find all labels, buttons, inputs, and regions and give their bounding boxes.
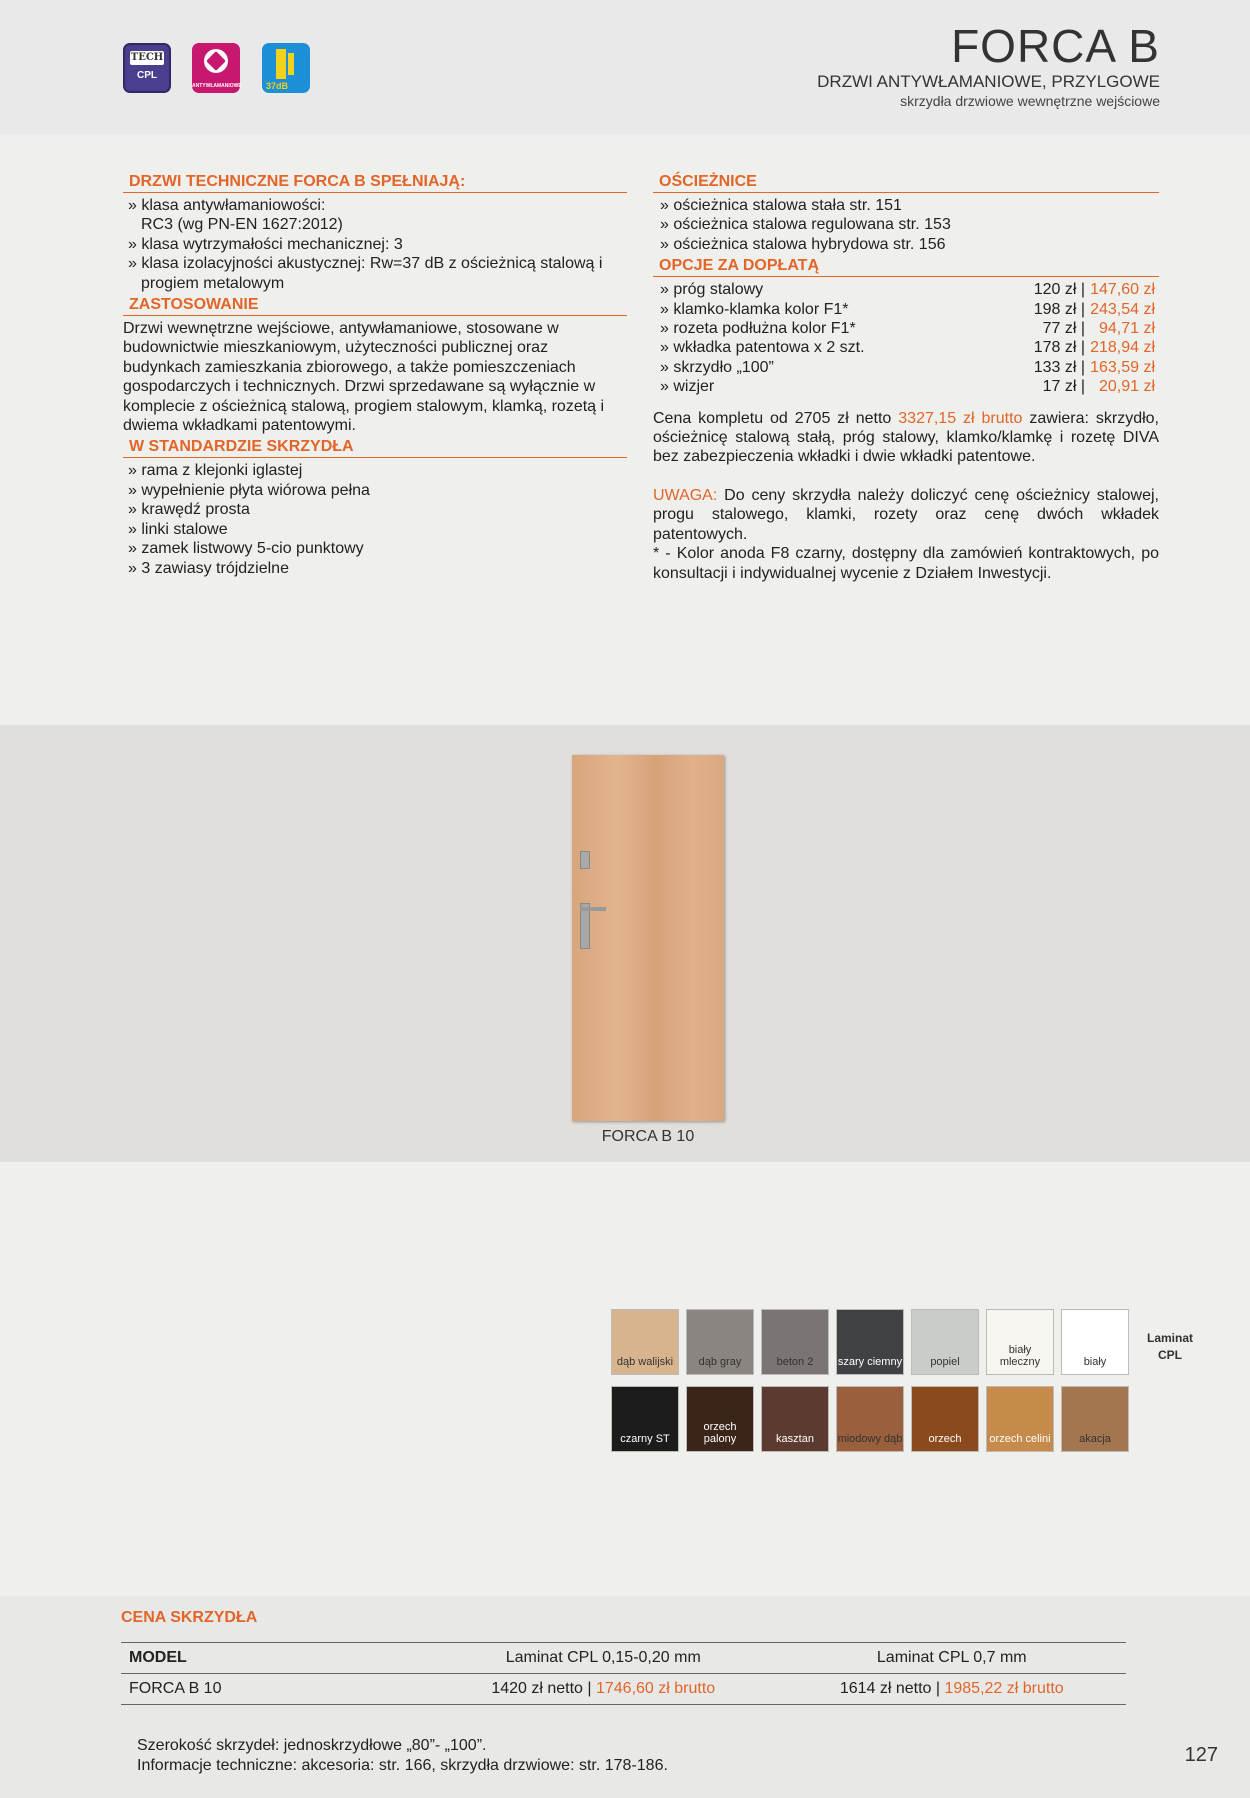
use-text: Drzwi wewnętrzne wejściowe, antywłamaniowe, stosowane w budownictwie mieszkaniowym, użyteczności publicznej oraz budynkach zamieszkania zbiorowego, a także pomieszczeniach gospodarczych i technicznych. Drzwi sprzedawane są wyłącznie w komplecie z ościeżnicą stalową, progiem stalowym, klamką, rozetą i dwiema wkładkami patentowymi. (123, 320, 605, 435)
note: UWAGA: Do ceny skrzydła należy doliczyć cenę ościeżnicy stalowej, progu stalowego, klamki, rozety oraz cenę dwóch wkładek patentowych. (653, 486, 1159, 543)
option-gross: 94,71 zł (1098, 320, 1155, 338)
swatch (761, 1386, 829, 1452)
swatch-label: czarny ST (620, 1433, 670, 1445)
list-item: » wypełnienie płyta wiórowa pełna (123, 481, 627, 500)
table-header-row (121, 1643, 1126, 1674)
header-col2: Laminat CPL 0,7 mm (778, 1643, 1127, 1674)
option-name: » klamko-klamka kolor F1* (653, 300, 995, 319)
swatch (611, 1386, 679, 1452)
option-row (653, 280, 1159, 299)
tech-label: TECH (130, 52, 164, 63)
list-item: » rama z klejonki iglastej (123, 461, 627, 480)
swatch (611, 1309, 679, 1375)
option-row (653, 358, 1159, 377)
option-gross: 243,54 zł (1090, 300, 1155, 318)
option-name: » wkładka patentowa x 2 szt. (653, 338, 995, 357)
price-cell-1: 1420 zł netto | 1746,60 zł brutto (429, 1674, 778, 1705)
table-row (121, 1674, 1126, 1705)
swatch (986, 1386, 1054, 1452)
page-subtitle: DRZWI ANTYWŁAMANIOWE, PRZYLGOWE (817, 72, 1160, 91)
list-item: » ościeżnica stalowa hybrydowa str. 156 (653, 235, 1159, 254)
swatch (911, 1386, 979, 1452)
burglar-icon (204, 49, 228, 73)
option-name: » wizjer (653, 377, 995, 396)
note-label: UWAGA: (653, 486, 718, 504)
option-net: 120 zł | (1033, 281, 1085, 299)
option-net: 133 zł | (1033, 358, 1085, 376)
page-number: 127 (1184, 1744, 1218, 1766)
swatch-label: szary ciemny (837, 1356, 903, 1368)
list-item: » 3 zawiasy trójdzielne (123, 559, 627, 578)
standard-list (123, 461, 627, 577)
list-item: » ościeżnica stalowa stała str. 151 (653, 196, 1159, 215)
footer-notes (137, 1736, 668, 1775)
spec-item: » klasa izolacyjności akustycznej: Rw=37 dB z ościeżnicą stalową i progiem metalowym (123, 254, 627, 293)
swatch (686, 1309, 754, 1375)
spec-heading: DRZWI TECHNICZNE FORCA B SPEŁNIAJĄ: (123, 172, 627, 193)
list-item: » krawędź prosta (123, 500, 627, 519)
acoustic-label: 37dB (266, 81, 289, 91)
option-gross: 163,59 zł (1090, 358, 1155, 376)
swatch-label: orzech celini (989, 1433, 1051, 1445)
list-item: » zamek listwowy 5-cio punktowy (123, 539, 627, 558)
swatch-label: dąb walijski (616, 1356, 674, 1368)
swatch-label: kasztan (776, 1433, 814, 1445)
option-name: » próg stalowy (653, 280, 995, 299)
left-column (123, 172, 627, 578)
footer-line-2: Informacje techniczne: akcesoria: str. 166, skrzydła drzwiowe: str. 178-186. (137, 1756, 668, 1774)
list-item: » ościeżnica stalowa regulowana str. 153 (653, 215, 1159, 234)
swatch (836, 1309, 904, 1375)
footer-line-1: Szerokość skrzydeł: jednoskrzydłowe „80”- „100”. (137, 1737, 487, 1754)
swatch (761, 1309, 829, 1375)
swatch-label: dąb gray (698, 1356, 742, 1368)
spec-item: » klasa wytrzymałości mechanicznej: 3 (123, 235, 627, 254)
swatch-label: biały mleczny (999, 1344, 1041, 1368)
option-net: 178 zł | (1033, 339, 1085, 357)
page-title: FORCA B (951, 20, 1160, 72)
page-subtitle-2: skrzydła drzwiowe wewnętrzne wejściowe (900, 93, 1160, 109)
option-net: 77 zł | (1042, 320, 1085, 338)
spec-item: » klasa antywłamaniowości: RC3 (wg PN-EN 1627:2012) (123, 196, 627, 235)
option-net: 198 zł | (1033, 300, 1085, 318)
option-name: » skrzydło „100” (653, 358, 995, 377)
door-image (572, 755, 724, 1121)
frames-list (653, 196, 1159, 254)
option-gross: 147,60 zł (1090, 281, 1155, 299)
price-title: CENA SKRZYDŁA (121, 1609, 258, 1626)
handle-icon (580, 907, 606, 911)
header-model: MODEL (121, 1643, 429, 1674)
option-name: » rozeta podłużna kolor F1* (653, 319, 995, 338)
list-item: » linki stalowe (123, 520, 627, 539)
swatch (1061, 1386, 1129, 1452)
price-table (121, 1642, 1126, 1705)
option-net: 17 zł | (1042, 378, 1085, 396)
set-price-text: Cena kompletu od 2705 zł netto 3327,15 zł brutto zawiera: skrzydło, ościeżnicę stalową stałą, próg stalowy, klamko/klamkę i rozetę DIVA bez zabezpieczenia wkładki i dwie wkładki patentowe. (653, 409, 1159, 466)
option-gross: 218,94 zł (1090, 339, 1155, 357)
cpl-label: CPL (137, 70, 157, 81)
swatch (911, 1309, 979, 1375)
swatch (686, 1386, 754, 1452)
model-cell: FORCA B 10 (121, 1674, 429, 1705)
lock-icon (580, 851, 590, 869)
antiburglary-label: ANTYWŁAMANIOWE (192, 83, 242, 89)
use-heading: ZASTOSOWANIE (123, 295, 627, 316)
note-2: * - Kolor anoda F8 czarny, dostępny dla zamówień kontraktowych, po konsultacji i indywidualnej wycenie z Działem Inwestycji. (653, 545, 1159, 582)
price-cell-2: 1614 zł netto | 1985,22 zł brutto (778, 1674, 1127, 1705)
right-column (653, 172, 1159, 583)
swatch-label: biały (1083, 1356, 1107, 1368)
frames-heading: OŚCIEŻNICE (653, 172, 1159, 193)
swatch-label: akacja (1079, 1433, 1111, 1445)
swatch-label: popiel (930, 1356, 960, 1368)
options-heading: OPCJE ZA DOPŁATĄ (653, 256, 1159, 277)
options-list (653, 280, 1159, 396)
swatch-label: miodowy dąb (837, 1433, 903, 1445)
door-caption: FORCA B 10 (601, 1128, 695, 1145)
swatch (1061, 1309, 1129, 1375)
swatch-label: beton 2 (776, 1356, 814, 1368)
tech-cpl-badge (123, 43, 171, 93)
option-row (653, 338, 1159, 357)
page-title-block (817, 20, 1160, 110)
laminat-label: Laminat CPL (1146, 1331, 1193, 1362)
option-row (653, 377, 1159, 396)
header-col1: Laminat CPL 0,15-0,20 mm (429, 1643, 778, 1674)
option-gross: 20,91 zł (1098, 378, 1155, 396)
swatch-label: orzech palony (703, 1421, 737, 1445)
swatch (986, 1309, 1054, 1375)
antiburglary-badge (192, 43, 240, 93)
swatch (836, 1386, 904, 1452)
option-row (653, 300, 1159, 319)
swatch-label: orzech (928, 1433, 962, 1445)
option-row (653, 319, 1159, 338)
standard-heading: W STANDARDZIE SKRZYDŁA (123, 437, 627, 458)
acoustic-badge (262, 43, 310, 93)
set-gross-price: 3327,15 zł brutto (898, 409, 1023, 427)
sound-icon (276, 49, 286, 79)
